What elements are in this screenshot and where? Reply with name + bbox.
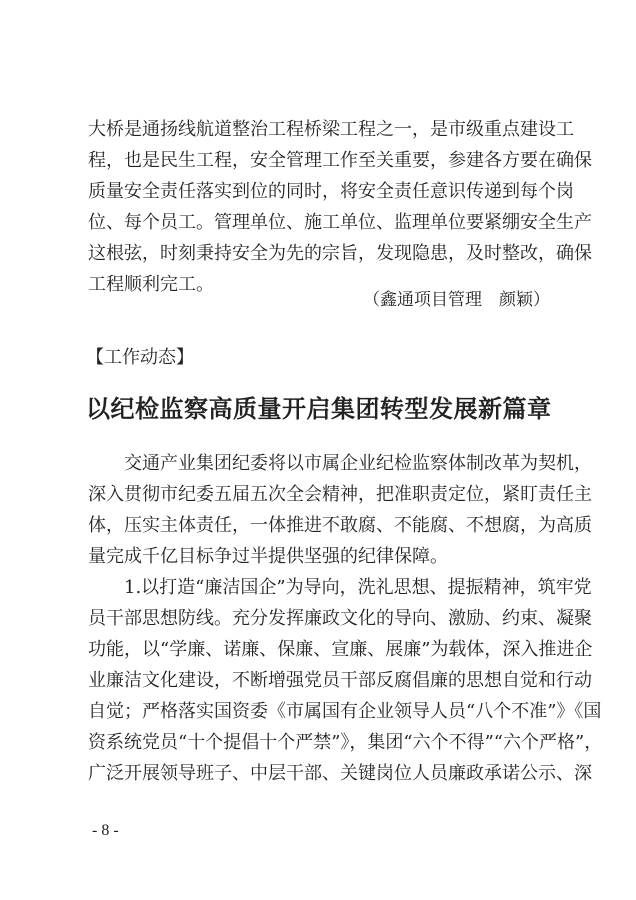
article-line: 业廉洁文化建设，不断增强党员干部反腐倡廉的思想自觉和行动 [88,670,592,691]
prev-article-line: 这根弦，时刻秉持安全为先的宗旨，发现隐患，及时整改，确保 [88,243,592,264]
prev-article-line: 质量安全责任落实到位的同时，将安全责任意识传递到每个岗 [88,181,574,202]
article-line: 深入贯彻市纪委五届五次全会精神，把准职责定位，紧盯责任主 [88,484,592,505]
article-line: 自觉；严格落实国资委《市属国有企业领导人员“八个不准”》《国 [88,701,602,722]
page-number: - 8 - [92,822,119,839]
article-line: 量完成千亿目标争过半提供坚强的纪律保障。 [88,546,448,567]
article-line: 资系统党员“十个提倡十个严禁”》，集团“六个不得”“六个严格”， [88,732,603,753]
prev-article-line: 程，也是民生工程，安全管理工作至关重要，参建各方要在确保 [88,150,592,171]
article-line: 1.以打造“廉洁国企”为导向，洗礼思想、提振精神，筑牢党 [88,577,592,598]
article-line: 员干部思想防线。充分发挥廉政文化的导向、激励、约束、凝聚 [88,608,592,629]
prev-article-line: 工程顺利完工。 [88,274,214,295]
article-line: 广泛开展领导班子、中层干部、关键岗位人员廉政承诺公示、深 [88,763,592,784]
article-line: 功能，以“学廉、诺廉、保廉、宣廉、展廉”为载体，深入推进企 [88,639,593,660]
article-line: 体，压实主体责任，一体推进不敢腐、不能腐、不想腐，为高质 [88,515,592,536]
prev-article-line: 大桥是通扬线航道整治工程桥梁工程之一，是市级重点建设工 [88,119,574,140]
prev-article-line: 位、每个员工。管理单位、施工单位、监理单位要紧绷安全生产 [88,212,592,233]
article-title: 以纪检监察高质量开启集团转型发展新篇章 [86,395,552,423]
section-tag: 【工作动态】 [86,347,194,368]
author-signature: （鑫通项目管理 颜颖） [363,290,550,310]
article-line: 交通产业集团纪委将以市属企业纪检监察体制改革为契机， [88,453,592,474]
